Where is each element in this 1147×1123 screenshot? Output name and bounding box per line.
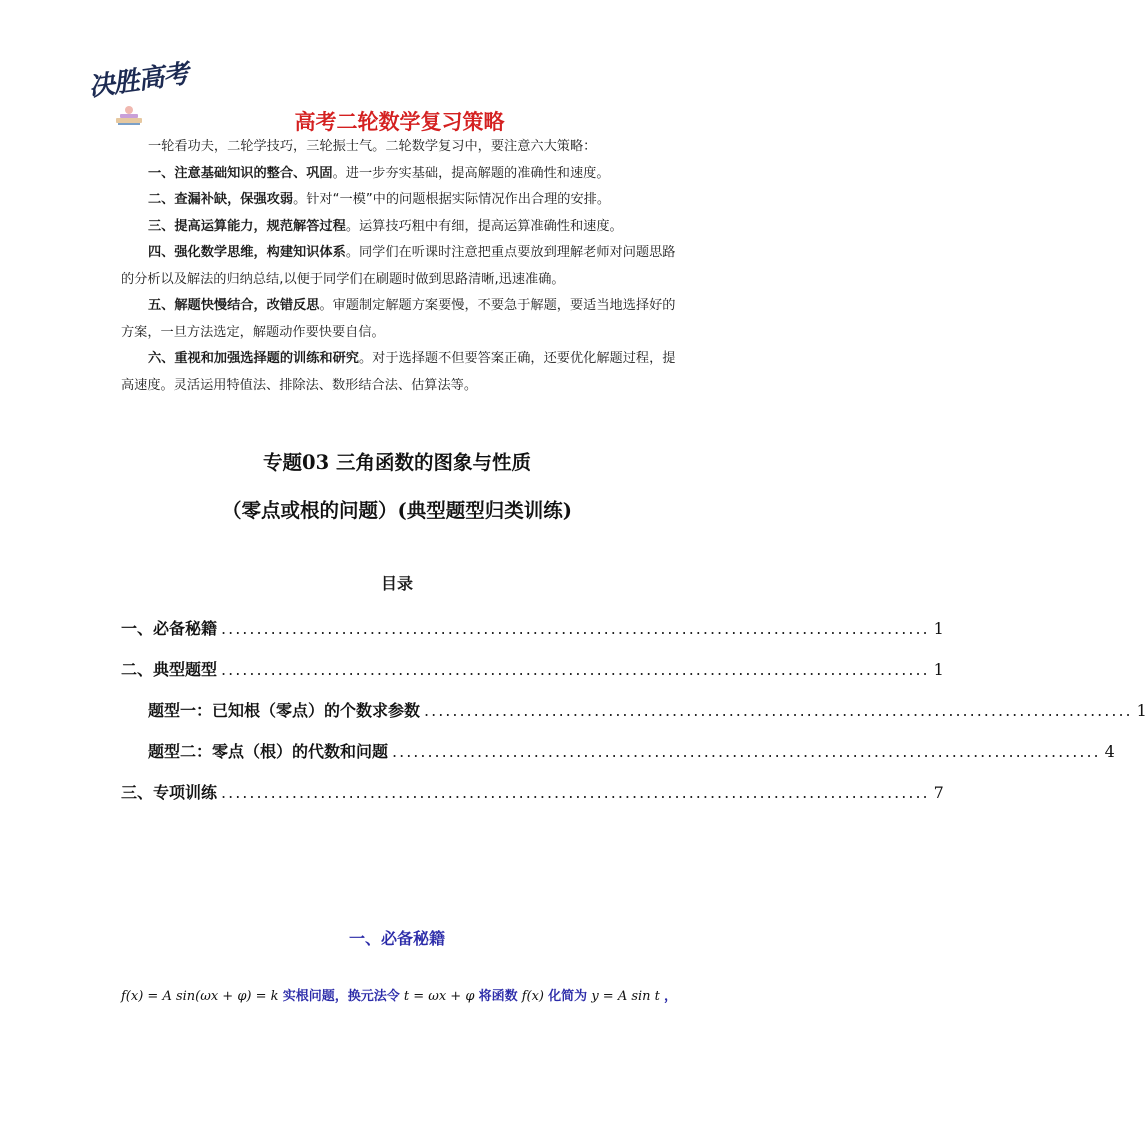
- toc-heading: 目录: [380, 574, 413, 593]
- topic-subtitle: （零点或根的问题）(典型题型归类训练): [222, 499, 572, 522]
- formula-text: 化简为: [548, 989, 588, 1004]
- toc-leader-dots: ....................................................................................................: [221, 783, 930, 802]
- strategy-item-text: 。运算技巧粗中有细，提高运算准确性和速度。: [345, 218, 623, 234]
- formula-expression: y = A sin t: [591, 989, 660, 1004]
- formula-line: [121, 985, 677, 1004]
- strategy-section: [121, 134, 681, 399]
- strategy-item-text: 。同学们在听课时注意把重点要放到理解老师对问题思路的分析以及解法的归纳总结,以便于同学们在刷题时做到思路清晰,迅速准确。: [121, 245, 676, 287]
- logo-text: 决胜高考: [86, 59, 190, 103]
- toc-entry-page: 4: [1104, 742, 1115, 761]
- strategy-item-text: 。对于选择题不但要答案正确，还要优化解题过程，提高速度。灵活运用特值法、排除法、数形结合法、估算法等。: [121, 351, 676, 393]
- strategy-item: [121, 214, 681, 241]
- toc-entry[interactable]: [148, 698, 1147, 721]
- toc-entry-page: 1: [1136, 701, 1147, 720]
- strategy-item-heading: 二、查漏补缺，保强攻弱: [148, 192, 294, 207]
- toc-entry-label: 题型二：零点（根）的代数和问题: [148, 742, 389, 761]
- strategy-item: [121, 187, 681, 214]
- strategy-item-heading: 一、注意基础知识的整合、巩固: [148, 165, 333, 181]
- strategy-item: [121, 346, 681, 399]
- strategy-item: [121, 240, 681, 293]
- toc-entry-label: 二、典型题型: [121, 660, 218, 679]
- formula-text: 将函数: [478, 989, 518, 1004]
- toc-entry-label: 三、专项训练: [121, 783, 218, 802]
- strategy-item-text: 。进一步夯实基础，提高解题的准确性和速度。: [332, 165, 610, 181]
- toc-leader-dots: ....................................................................................................: [392, 742, 1101, 761]
- toc-leader-dots: ....................................................................................................: [221, 660, 930, 679]
- page-title: 高考二轮数学复习策略: [294, 110, 505, 134]
- formula-expression: f(x) = A sin(ωx + φ) = k: [121, 989, 279, 1004]
- formula-expression: t = ωx + φ: [403, 989, 475, 1004]
- toc-entry-page: 1: [933, 619, 944, 638]
- toc-entry-page: 1: [933, 660, 944, 679]
- strategy-item-text: 。审题制定解题方案要慢，不要急于解题，要适当地选择好的方案，一旦方法选定，解题动作要快要自信。: [121, 298, 676, 340]
- formula-text: ，: [664, 989, 678, 1004]
- strategy-item-heading: 五、解题快慢结合，改错反思: [148, 298, 320, 313]
- formula-expression: f(x): [521, 989, 545, 1004]
- strategy-item-heading: 六、重视和加强选择题的训练和研究: [148, 351, 359, 366]
- toc-leader-dots: ....................................................................................................: [221, 619, 930, 638]
- topic-title: 专题03 三角函数的图象与性质: [263, 451, 531, 474]
- strategy-item: [121, 293, 681, 346]
- strategy-intro: 一轮看功夫，二轮学技巧，三轮振士气。二轮数学复习中，要注意六大策略：: [148, 139, 597, 154]
- formula-text: 实根问题，换元法令: [282, 989, 400, 1004]
- toc-entry-page: 7: [933, 783, 944, 802]
- toc-entry[interactable]: [121, 657, 944, 680]
- toc-leader-dots: ....................................................................................................: [424, 701, 1133, 720]
- section-heading: 一、必备秘籍: [348, 929, 445, 948]
- strategy-item-heading: 四、强化数学思维，构建知识体系: [148, 245, 346, 260]
- toc-entry[interactable]: [121, 780, 944, 803]
- toc-entry[interactable]: [121, 616, 944, 639]
- toc-entry[interactable]: [148, 739, 1115, 762]
- toc-entry-label: 一、必备秘籍: [121, 619, 218, 638]
- toc-entry-label: 题型一：已知根（零点）的个数求参数: [148, 701, 421, 720]
- strategy-item-heading: 三、提高运算能力，规范解答过程: [148, 218, 346, 234]
- strategy-item: [121, 161, 681, 188]
- strategy-item-text: 。针对“一模”中的问题根据实际情况作出合理的安排。: [293, 192, 611, 207]
